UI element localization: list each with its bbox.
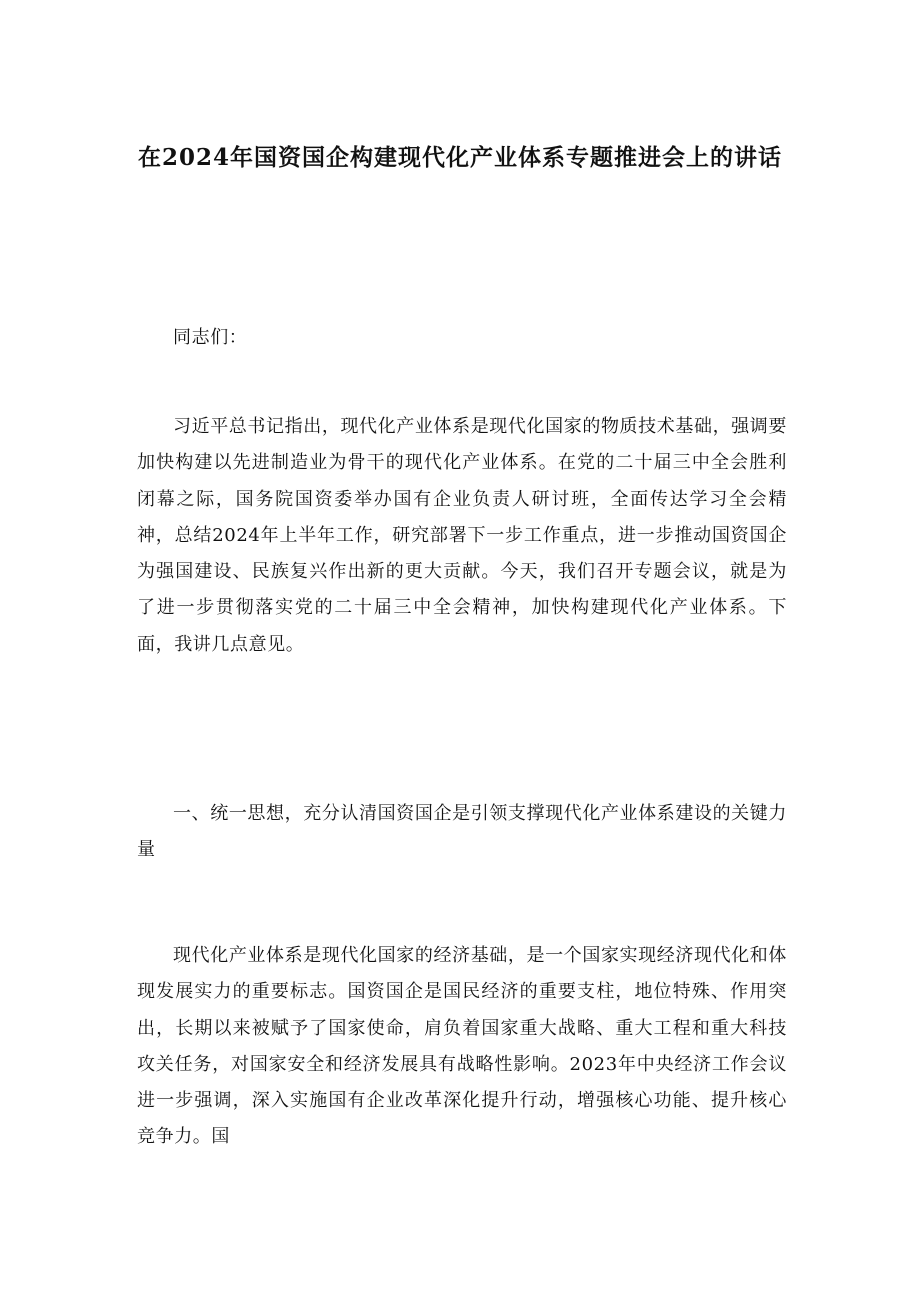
- paragraph-intro: 习近平总书记指出，现代化产业体系是现代化国家的物质技术基础，强调要加快构建以先进制造业为骨干的现代化产业体系。在党的二十届三中全会胜利闭幕之际，国务院国资委举办国有企业负责人研讨班，全面传达学习全会精神，总结2024年上半年工作，研究部署下一步工作重点，进一步推动国资国企为强国建设、民族复兴作出新的更大贡献。今天，我们召开专题会议，就是为了进一步贯彻落实党的二十届三中全会精神，加快构建现代化产业体系。下面，我讲几点意见。: [137, 416, 787, 655]
- document-title: 在2024年国资国企构建现代化产业体系专题推进会上的讲话: [137, 144, 782, 171]
- paragraph-section-1: 现代化产业体系是现代化国家的经济基础，是一个国家实现经济现代化和体现发展实力的重要标志。国资国企是国民经济的重要支柱，地位特殊、作用突出，长期以来被赋予了国家使命，肩负着国家重大战略、重大工程和重大科技攻关任务，对国家安全和经济发展具有战略性影响。2023年中央经济工作会议进一步强调，深入实施国有企业改革深化提升行动，增强核心功能、提升核心竞争力。国: [137, 945, 787, 1148]
- salutation: 同志们：: [173, 327, 248, 348]
- section-heading-1: 一、统一思想，充分认清国资国企是引领支撑现代化产业体系建设的关键力量: [137, 803, 787, 861]
